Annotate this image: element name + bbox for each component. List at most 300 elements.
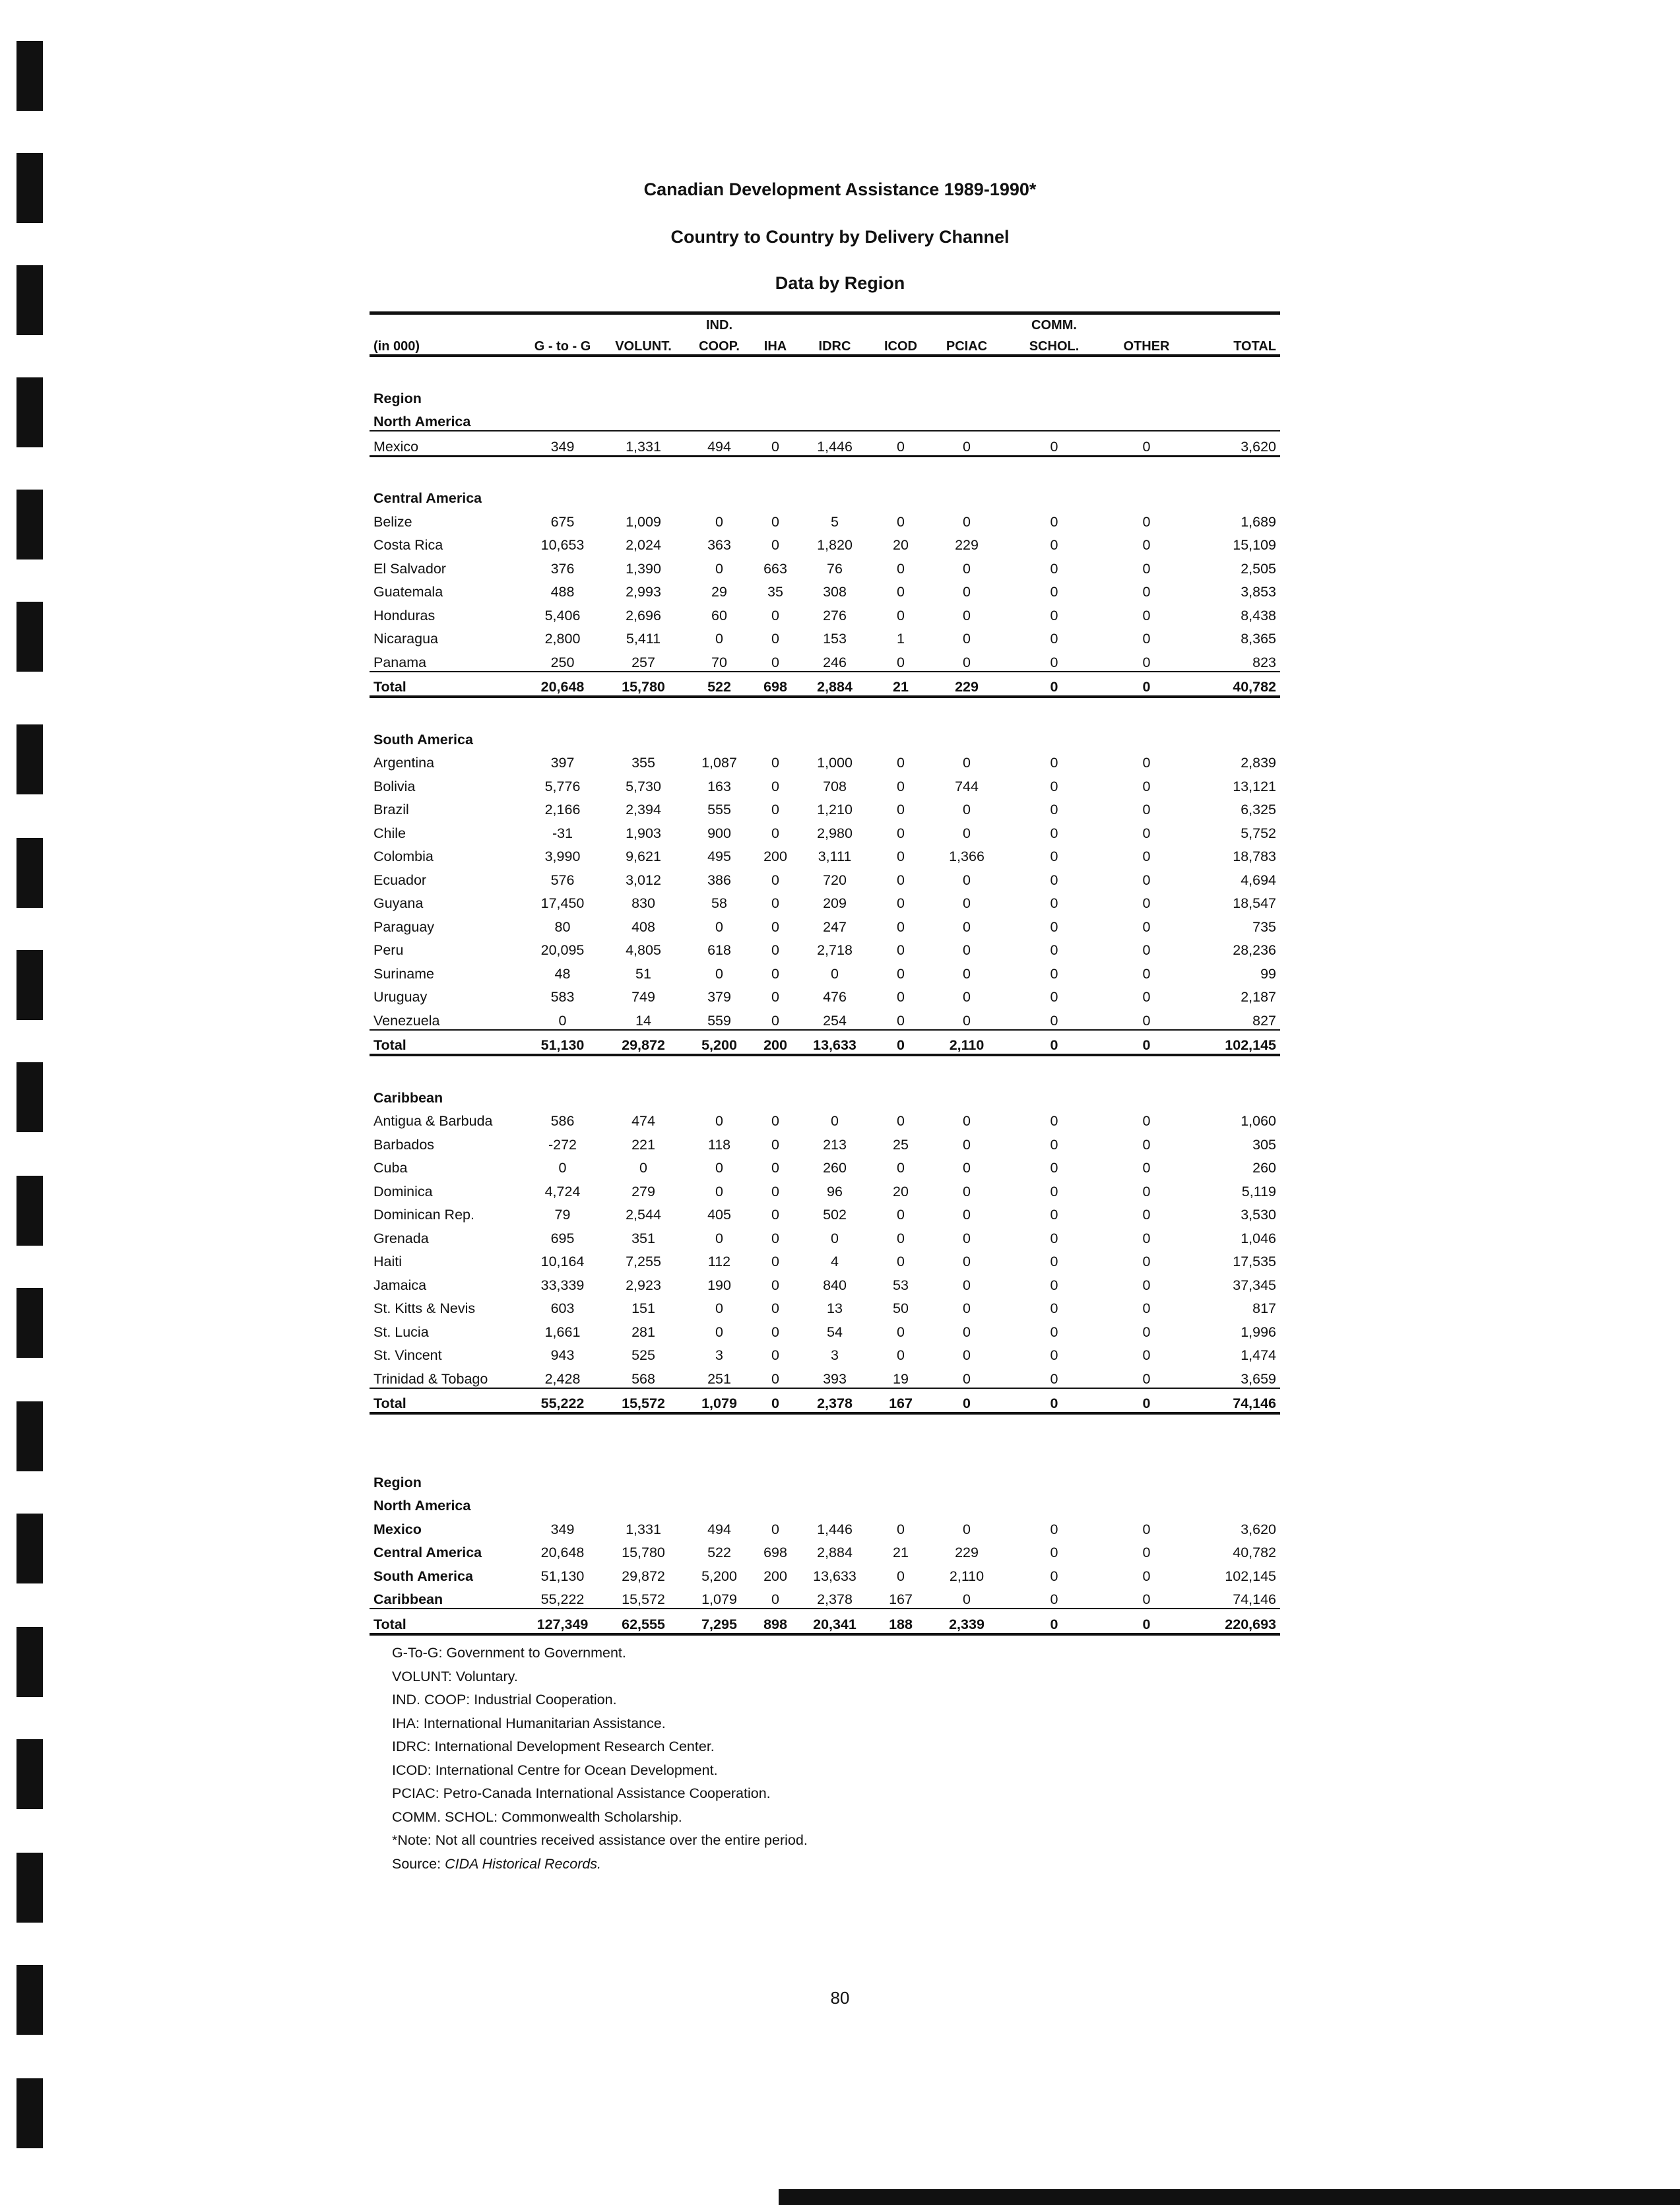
value-cell: 0: [963, 1113, 971, 1129]
value-cell: 0: [1142, 1324, 1151, 1340]
summary-row: [370, 1561, 1280, 1585]
binder-mark: [16, 1062, 43, 1132]
value-cell: 51: [635, 965, 651, 982]
value-cell: 0: [771, 825, 779, 841]
value-cell: 0: [1003, 431, 1105, 456]
value-cell: 0: [963, 872, 971, 888]
binder-mark: [16, 838, 43, 908]
value-cell: 0: [1003, 1388, 1105, 1414]
row-label: El Salvador: [373, 560, 446, 577]
value-cell: 0: [963, 654, 971, 670]
value-cell: 0: [1050, 1277, 1058, 1293]
row-label: Ecuador: [373, 872, 427, 888]
spacer-cell: [370, 1055, 1280, 1083]
header-row: [370, 333, 1280, 356]
value-cell: 0: [1050, 537, 1058, 553]
value-cell: 0: [1050, 654, 1058, 670]
value-cell: 0: [1003, 1030, 1105, 1056]
value-cell: 0: [1050, 778, 1058, 794]
value-cell: 0: [897, 1521, 905, 1537]
value-cell: 20,648: [525, 672, 600, 697]
value-cell: 0: [771, 1521, 779, 1537]
table-row: [370, 959, 1280, 982]
value-cell: 555: [707, 802, 731, 817]
value-cell: 393: [823, 1370, 847, 1387]
row-label: Mexico: [373, 1521, 422, 1537]
binder-mark: [16, 41, 43, 111]
value-cell: 2,544: [626, 1207, 661, 1223]
table-row: [370, 748, 1280, 772]
value-cell: 0: [1050, 895, 1058, 911]
value-cell: 0: [897, 1347, 905, 1363]
value-cell: 0: [1050, 848, 1058, 864]
value-cell: 0: [963, 825, 971, 841]
footnote: VOLUNT: Voluntary.: [392, 1668, 518, 1684]
value-cell: 2,993: [626, 584, 661, 600]
value-cell: 0: [1142, 1207, 1151, 1223]
value-cell: 0: [771, 1183, 779, 1199]
value-cell: 0: [771, 631, 779, 647]
value-cell: 21: [871, 672, 930, 697]
value-cell: 2,696: [626, 607, 661, 623]
value-cell: 586: [550, 1113, 575, 1129]
value-cell: 0: [1142, 513, 1151, 530]
value-cell: 0: [1050, 755, 1058, 771]
value-cell: 0: [897, 560, 905, 577]
value-cell: 0: [771, 1136, 779, 1153]
value-cell: [798, 313, 871, 334]
row-label: Chile: [373, 825, 406, 841]
value-cell: 0: [1050, 584, 1058, 600]
value-cell: 0: [897, 872, 905, 888]
binder-mark: [16, 377, 43, 447]
value-cell: 0: [963, 1591, 971, 1607]
value-cell: 0: [963, 1012, 971, 1029]
group-label-south-america: [370, 724, 1280, 748]
value-cell: 0: [897, 942, 905, 958]
value-cell: 247: [823, 918, 847, 935]
value-cell: 0: [1105, 1030, 1188, 1056]
value-cell: 830: [631, 895, 655, 911]
value-cell: 2,378: [798, 1388, 871, 1414]
value-cell: 0: [715, 1113, 723, 1129]
value-cell: 1,079: [686, 1388, 752, 1414]
value-cell: [871, 313, 930, 334]
value-cell: 0: [1142, 1277, 1151, 1293]
value-cell: 0: [1050, 1230, 1058, 1246]
value-cell: 0: [930, 1388, 1003, 1414]
binder-mark: [16, 1288, 43, 1358]
value-cell: 522: [707, 1545, 731, 1560]
value-cell: 355: [631, 755, 655, 771]
row-label: (in 000): [370, 333, 525, 356]
value-cell: 0: [1105, 431, 1188, 456]
value-cell: 0: [897, 1568, 905, 1584]
value-cell: 0: [771, 1113, 779, 1129]
value-cell: 379: [707, 989, 731, 1005]
spacer-row: [370, 1413, 1280, 1441]
table-row: [370, 1364, 1280, 1388]
table-row: [370, 577, 1280, 601]
value-cell: 0: [715, 560, 723, 577]
value-cell: 0: [1050, 1254, 1058, 1269]
row-label: Antigua & Barbuda: [373, 1113, 493, 1129]
value-cell: 0: [1050, 1300, 1058, 1316]
value-cell: IND.: [686, 313, 752, 334]
value-cell: 0: [897, 1113, 905, 1129]
value-cell: 1,009: [626, 513, 661, 530]
table-row: [370, 912, 1280, 936]
value-cell: 698: [763, 1545, 787, 1560]
value-cell: 209: [823, 895, 847, 911]
value-cell: 900: [707, 825, 731, 841]
value-cell: 20: [893, 537, 909, 553]
value-cell: 51,130: [540, 1568, 585, 1584]
value-cell: 0: [715, 631, 723, 647]
value-cell: 53: [893, 1277, 909, 1293]
value-cell: 3,012: [626, 872, 661, 888]
value-cell: 0: [1050, 942, 1058, 958]
value-cell: 0: [715, 918, 723, 935]
value-cell: 229: [930, 672, 1003, 697]
value-cell: 576: [550, 872, 575, 888]
row-label: Argentina: [373, 755, 435, 771]
value-cell: 0: [1142, 825, 1151, 841]
value-cell: 58: [711, 895, 727, 911]
value-cell: 254: [823, 1012, 847, 1029]
binder-mark: [16, 724, 43, 794]
table-row: [370, 600, 1280, 624]
value-cell: 405: [707, 1207, 731, 1223]
value-cell: 0: [897, 607, 905, 623]
value-cell: 200: [763, 848, 787, 864]
assistance-table: [370, 311, 1280, 1636]
scan-edge: [779, 2189, 1680, 2205]
value-cell: PCIAC: [930, 333, 1003, 356]
value-cell: 5,776: [544, 778, 581, 794]
value-cell: 0: [1142, 1254, 1151, 1269]
binder-mark: [16, 2078, 43, 2148]
row-label: St. Kitts & Nevis: [373, 1300, 476, 1316]
group-label-caribbean-text: Caribbean: [373, 1089, 443, 1106]
grand-total-row: [370, 1609, 1280, 1634]
spacer-row: [370, 456, 1280, 484]
value-cell: 40,782: [1233, 1545, 1276, 1560]
value-cell: 2,378: [817, 1591, 853, 1607]
value-cell: OTHER: [1105, 333, 1188, 356]
value-cell: 0: [897, 1324, 905, 1340]
value-cell: 276: [823, 607, 847, 623]
value-cell: 0: [897, 1012, 905, 1029]
total-row-south-america: [370, 1030, 1280, 1056]
row-label: Central America: [373, 1545, 482, 1560]
value-cell: 0: [963, 631, 971, 647]
value-cell: 502: [823, 1207, 847, 1223]
value-cell: 0: [897, 513, 905, 530]
value-cell: 3,990: [544, 848, 581, 864]
value-cell: 0: [897, 778, 905, 794]
value-cell: 0: [1142, 778, 1151, 794]
value-cell: 0: [1142, 1545, 1151, 1560]
value-cell: [1105, 313, 1188, 334]
value-cell: 1,331: [600, 431, 686, 456]
value-cell: 386: [707, 872, 731, 888]
value-cell: 0: [771, 802, 779, 817]
footnote: *Note: Not all countries received assistance over the entire period.: [392, 1832, 808, 1848]
row-label: Caribbean: [373, 1591, 443, 1607]
row-label: Venezuela: [373, 1012, 440, 1029]
source-text: CIDA Historical Records.: [445, 1855, 602, 1872]
footnotes: [392, 1642, 1118, 1876]
row-label: Trinidad & Tobago: [373, 1370, 488, 1387]
group-label-central-america: [370, 484, 1280, 507]
value-cell: 17,535: [1233, 1254, 1276, 1269]
value-cell: 0: [752, 431, 798, 456]
value-cell: 1,000: [817, 755, 853, 771]
value-cell: 3,659: [1241, 1370, 1276, 1387]
spacer-cell: [370, 697, 1280, 724]
value-cell: 0: [1050, 1370, 1058, 1387]
row-label: Cuba: [373, 1160, 408, 1176]
header-row-top: [370, 313, 1280, 334]
value-cell: 0: [771, 1347, 779, 1363]
value-cell: 494: [707, 1521, 731, 1537]
value-cell: 0: [963, 1160, 971, 1176]
value-cell: 0: [871, 431, 930, 456]
value-cell: 583: [550, 989, 575, 1005]
value-cell: 13,121: [1233, 778, 1276, 794]
value-cell: 0: [771, 989, 779, 1005]
value-cell: 0: [963, 1207, 971, 1223]
value-cell: 5: [831, 513, 839, 530]
table-row: [370, 1270, 1280, 1294]
value-cell: 0: [963, 1300, 971, 1316]
value-cell: 495: [707, 848, 731, 864]
value-cell: 188: [871, 1609, 930, 1634]
value-cell: 257: [631, 654, 655, 670]
row-label: Total: [370, 672, 525, 697]
value-cell: 0: [897, 895, 905, 911]
value-cell: 0: [1142, 1370, 1151, 1387]
table-row: [370, 1294, 1280, 1318]
value-cell: 525: [631, 1347, 655, 1363]
value-cell: [600, 313, 686, 334]
summary-row: [370, 1514, 1280, 1538]
table-row: [370, 554, 1280, 577]
value-cell: [752, 313, 798, 334]
value-cell: 476: [823, 989, 847, 1005]
value-cell: 0: [897, 584, 905, 600]
value-cell: 0: [1050, 1568, 1058, 1584]
group-label-central-america-text: Central America: [373, 490, 482, 506]
value-cell: 0: [715, 513, 723, 530]
row-label: Colombia: [373, 848, 434, 864]
value-cell: 0: [1050, 631, 1058, 647]
value-cell: 0: [1142, 1300, 1151, 1316]
value-cell: 675: [550, 513, 575, 530]
value-cell: 943: [550, 1347, 575, 1363]
value-cell: 229: [955, 537, 979, 553]
value-cell: 229: [955, 1545, 979, 1560]
value-cell: 2,166: [544, 802, 581, 817]
value-cell: 0: [1050, 989, 1058, 1005]
value-cell: 0: [1050, 1521, 1058, 1537]
value-cell: 8,365: [1241, 631, 1276, 647]
value-cell: 0: [963, 895, 971, 911]
value-cell: 0: [1050, 1113, 1058, 1129]
table-row: [370, 624, 1280, 648]
value-cell: 305: [1252, 1136, 1276, 1153]
summary-region-label: [370, 1467, 1280, 1491]
table-row: [370, 647, 1280, 672]
value-cell: 279: [631, 1183, 655, 1199]
value-cell: 0: [771, 1300, 779, 1316]
footnote: G-To-G: Government to Government.: [392, 1645, 626, 1661]
value-cell: 4,724: [544, 1183, 581, 1199]
value-cell: VOLUNT.: [600, 333, 686, 356]
table-row: [370, 865, 1280, 889]
value-cell: 18,783: [1233, 848, 1276, 864]
value-cell: 0: [963, 1324, 971, 1340]
value-cell: 20,095: [540, 942, 585, 958]
page-number: 80: [830, 1988, 850, 2008]
binder-mark: [16, 1739, 43, 1809]
footnote: IND. COOP: Industrial Cooperation.: [392, 1692, 617, 1708]
table-row: [370, 1223, 1280, 1247]
value-cell: 15,109: [1233, 537, 1276, 553]
table-row: [370, 1247, 1280, 1271]
value-cell: 2,187: [1241, 989, 1276, 1005]
value-cell: 708: [823, 778, 847, 794]
value-cell: 0: [930, 431, 1003, 456]
value-cell: 349: [550, 1521, 575, 1537]
value-cell: 0: [963, 1254, 971, 1269]
value-cell: 0: [1142, 537, 1151, 553]
value-cell: 0: [963, 513, 971, 530]
value-cell: 281: [631, 1324, 655, 1340]
value-cell: 62,555: [600, 1609, 686, 1634]
value-cell: 0: [897, 825, 905, 841]
table-row: [370, 982, 1280, 1006]
value-cell: 2,923: [626, 1277, 661, 1293]
value-cell: 0: [897, 1207, 905, 1223]
value-cell: 260: [823, 1160, 847, 1176]
value-cell: 118: [707, 1136, 731, 1153]
value-cell: 1,996: [1241, 1324, 1276, 1340]
value-cell: 720: [823, 872, 847, 888]
value-cell: 1,079: [701, 1591, 737, 1607]
value-cell: 13,633: [798, 1030, 871, 1056]
value-cell: COMM.: [1003, 313, 1105, 334]
value-cell: 1,661: [544, 1324, 581, 1340]
value-cell: 0: [771, 755, 779, 771]
row-label: Uruguay: [373, 989, 428, 1005]
value-cell: -31: [552, 825, 573, 841]
value-cell: 55,222: [540, 1591, 585, 1607]
value-cell: 0: [715, 1324, 723, 1340]
value-cell: 2,980: [817, 825, 853, 841]
value-cell: 0: [963, 989, 971, 1005]
value-cell: 349: [525, 431, 600, 456]
value-cell: 0: [963, 1370, 971, 1387]
table-row: [370, 1317, 1280, 1341]
row-label: St. Lucia: [373, 1324, 429, 1340]
value-cell: 0: [1105, 1388, 1188, 1414]
value-cell: 0: [897, 802, 905, 817]
value-cell: 5,200: [701, 1568, 737, 1584]
value-cell: 0: [897, 755, 905, 771]
value-cell: 15,572: [622, 1591, 665, 1607]
spacer-cell: [370, 1413, 1280, 1441]
row-label: South America: [373, 1568, 473, 1584]
value-cell: 20,648: [540, 1545, 585, 1560]
value-cell: 0: [831, 1113, 839, 1129]
value-cell: 0: [715, 965, 723, 982]
value-cell: [525, 313, 600, 334]
value-cell: 112: [707, 1254, 731, 1269]
value-cell: 0: [771, 918, 779, 935]
row-label: Panama: [373, 654, 427, 670]
value-cell: 618: [707, 942, 731, 958]
value-cell: 0: [1142, 607, 1151, 623]
row-label: Mexico: [370, 431, 525, 456]
value-cell: 48: [554, 965, 571, 982]
value-cell: 7,255: [626, 1254, 661, 1269]
value-cell: 8,438: [1241, 607, 1276, 623]
value-cell: 827: [1252, 1012, 1276, 1029]
value-cell: 0: [771, 1207, 779, 1223]
binder-mark: [16, 950, 43, 1020]
value-cell: G - to - G: [525, 333, 600, 356]
value-cell: 0: [771, 537, 779, 553]
value-cell: IHA: [752, 333, 798, 356]
value-cell: 0: [1142, 631, 1151, 647]
table-row: [370, 1130, 1280, 1153]
value-cell: 0: [1050, 872, 1058, 888]
value-cell: 0: [1142, 1012, 1151, 1029]
value-cell: 0: [752, 1388, 798, 1414]
spacer-cell: [370, 356, 1280, 383]
value-cell: 0: [963, 607, 971, 623]
value-cell: 1,087: [701, 755, 737, 771]
value-cell: 213: [823, 1136, 847, 1153]
row-label: Dominican Rep.: [373, 1207, 474, 1223]
value-cell: 0: [771, 607, 779, 623]
value-cell: 363: [707, 537, 731, 553]
footnote: ICOD: International Centre for Ocean Development.: [392, 1762, 718, 1778]
row-label: Honduras: [373, 607, 436, 623]
row-label: Guatemala: [373, 584, 443, 600]
value-cell: SCHOL.: [1003, 333, 1105, 356]
value-cell: 2,505: [1241, 560, 1276, 577]
value-cell: 0: [963, 1183, 971, 1199]
value-cell: 19: [893, 1370, 909, 1387]
value-cell: 0: [963, 1521, 971, 1537]
value-cell: 0: [1142, 584, 1151, 600]
value-cell: 1,366: [949, 848, 985, 864]
value-cell: 29: [711, 584, 727, 600]
value-cell: 10,653: [540, 537, 585, 553]
row-label: Jamaica: [373, 1277, 427, 1293]
value-cell: 494: [686, 431, 752, 456]
value-cell: 2,110: [930, 1030, 1003, 1056]
table-row: [370, 1200, 1280, 1224]
value-cell: 163: [707, 778, 731, 794]
value-cell: 5,200: [686, 1030, 752, 1056]
value-cell: 51,130: [525, 1030, 600, 1056]
value-cell: 2,884: [798, 672, 871, 697]
row-label: Suriname: [373, 965, 435, 982]
